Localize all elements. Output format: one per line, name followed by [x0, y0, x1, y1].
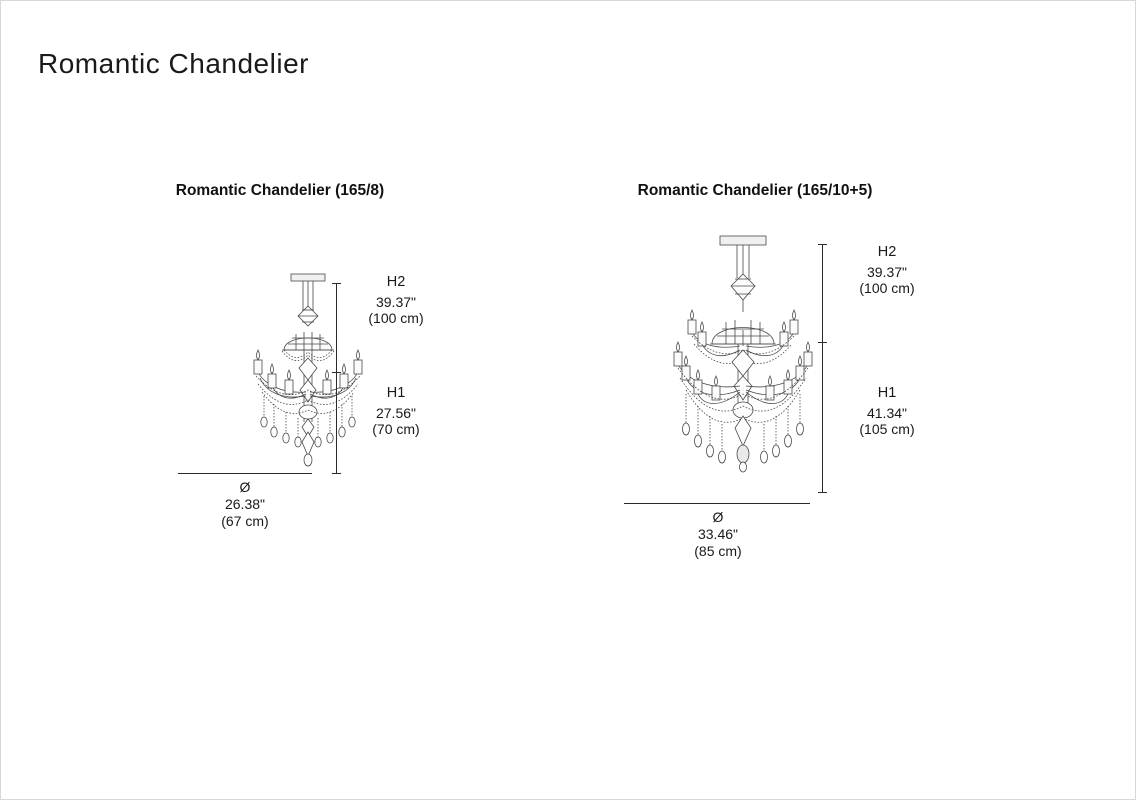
- h2-inches-1: 39.37": [375, 293, 416, 310]
- h1-code-2: H1: [877, 385, 897, 401]
- dimension-tick-top-2: [818, 244, 827, 245]
- dimension-h1-2: [832, 385, 942, 437]
- diameter-cm-1: (67 cm): [221, 512, 269, 529]
- h1-inches-1: 27.56": [375, 404, 416, 421]
- product-title-2: Romantic Chandelier (165/10+5): [637, 182, 873, 199]
- diameter-inches-1: 26.38": [224, 495, 265, 512]
- dimension-tick-mid-1: [332, 372, 341, 373]
- dimension-tick-bottom-1: [332, 473, 341, 474]
- diameter-symbol-1: Ø: [239, 479, 251, 495]
- product-spec-1: [60, 182, 500, 562]
- product-title-1: Romantic Chandelier (165/8): [175, 182, 385, 199]
- h1-inches-2: 41.34": [866, 404, 907, 421]
- h1-cm-1: (70 cm): [372, 420, 420, 437]
- dimension-tick-mid-2: [818, 342, 827, 343]
- dimension-h2-1: [346, 274, 446, 326]
- product-spec-2: [520, 182, 990, 582]
- h2-cm-1: (100 cm): [368, 309, 424, 326]
- h2-inches-2: 39.37": [866, 263, 907, 280]
- diameter-line-2: [624, 503, 810, 504]
- dimension-h2-2: [832, 244, 942, 296]
- h2-code-2: H2: [877, 244, 897, 260]
- page-title: Romantic Chandelier: [38, 48, 309, 79]
- dimension-line-vertical-2: [822, 244, 823, 492]
- dimension-tick-top-1: [332, 283, 341, 284]
- diameter-line-1: [178, 473, 312, 474]
- h2-cm-2: (100 cm): [859, 279, 915, 296]
- diameter-cm-2: (85 cm): [694, 542, 742, 559]
- dimension-h1-1: [346, 385, 446, 437]
- h1-cm-2: (105 cm): [859, 420, 915, 437]
- diameter-label-1: [185, 479, 305, 529]
- dimension-tick-bottom-2: [818, 492, 827, 493]
- h1-code-1: H1: [386, 385, 406, 401]
- dimension-line-vertical-1: [336, 283, 337, 473]
- diameter-label-2: [658, 509, 778, 559]
- diameter-symbol-2: Ø: [712, 509, 724, 525]
- diameter-inches-2: 33.46": [697, 525, 738, 542]
- h2-code-1: H2: [386, 274, 406, 290]
